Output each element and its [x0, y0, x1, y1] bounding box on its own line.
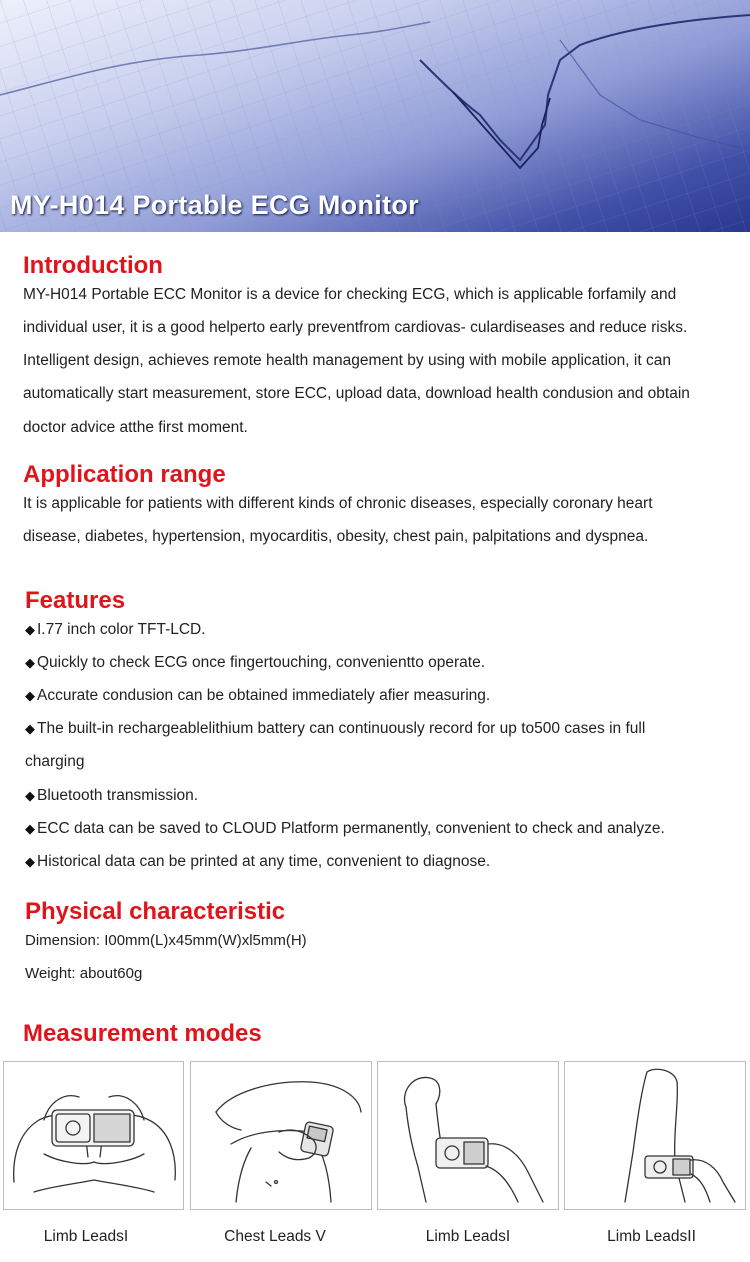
- introduction-line-2: individual user, it is a good helperto early preventfrom cardiovas- culardiseases and reduce risks.: [23, 319, 688, 336]
- dimension-text: Dimension: I00mm(L)x45mm(W)xl5mm(H): [25, 932, 307, 949]
- feature-item: ◆ Bluetooth transmission.: [25, 787, 199, 804]
- diamond-bullet-icon: ◆: [25, 821, 35, 836]
- diamond-bullet-icon: ◆: [25, 622, 35, 637]
- feature-item-continuation: charging: [25, 753, 85, 770]
- header-banner: [0, 0, 750, 232]
- diamond-bullet-icon: ◆: [25, 854, 35, 869]
- mode-caption-chest-leads-v: Chest Leads V: [224, 1228, 326, 1245]
- application-line-2: disease, diabetes, hypertension, myocarditis, obesity, chest pain, palpitations and dyspnea.: [23, 528, 649, 545]
- mode-image-chest-leads-v: [190, 1061, 372, 1210]
- mode-caption-limb-leads-1b: Limb LeadsI: [425, 1228, 511, 1245]
- diamond-bullet-icon: ◆: [25, 688, 35, 703]
- physical-heading: Physical characteristic: [25, 898, 286, 925]
- feature-item: ◆ ECC data can be saved to CLOUD Platform permanently, convenient to check and analyze.: [25, 820, 665, 837]
- weight-text: Weight: about60g: [25, 965, 143, 982]
- modes-heading: Measurement modes: [23, 1020, 262, 1047]
- diamond-bullet-icon: ◆: [25, 721, 35, 736]
- feature-item: ◆ Quickly to check ECG once fingertouching, convenientto operate.: [25, 654, 486, 671]
- features-heading: Features: [25, 587, 126, 614]
- mode-caption-limb-leads-1: Limb LeadsI: [43, 1228, 129, 1245]
- diamond-bullet-icon: ◆: [25, 655, 35, 670]
- feature-item: ◆ Accurate condusion can be obtained immediately afier measuring.: [25, 687, 491, 704]
- application-line-1: It is applicable for patients with different kinds of chronic diseases, especially coronary heart: [23, 495, 653, 512]
- feature-item: ◆ Historical data can be printed at any time, convenient to diagnose.: [25, 853, 491, 870]
- introduction-line-3: Intelligent design, achieves remote health management by using with mobile application, it can: [23, 352, 671, 369]
- application-heading: Application range: [23, 461, 226, 488]
- feature-item: ◆ I.77 inch color TFT-LCD.: [25, 621, 206, 638]
- diamond-bullet-icon: ◆: [25, 788, 35, 803]
- page-title: MY-H014 Portable ECG Monitor: [10, 190, 419, 220]
- mode-image-limb-leads-2: [564, 1061, 746, 1210]
- mode-image-limb-leads-1: [3, 1061, 184, 1210]
- introduction-heading: Introduction: [23, 252, 163, 279]
- introduction-line-4: automatically start measurement, store ECC, upload data, download health condusion and obtain: [23, 385, 690, 402]
- mode-caption-limb-leads-2: Limb LeadsII: [607, 1228, 696, 1245]
- introduction-line-1: MY-H014 Portable ECC Monitor is a device for checking ECG, which is applicable forfamily and: [23, 286, 677, 303]
- introduction-line-5: doctor advice atthe first moment.: [23, 419, 248, 436]
- mode-image-limb-leads-1b: [377, 1061, 559, 1210]
- feature-item: ◆ The built-in rechargeablelithium battery can continuously record for up to500 cases in full: [25, 720, 646, 737]
